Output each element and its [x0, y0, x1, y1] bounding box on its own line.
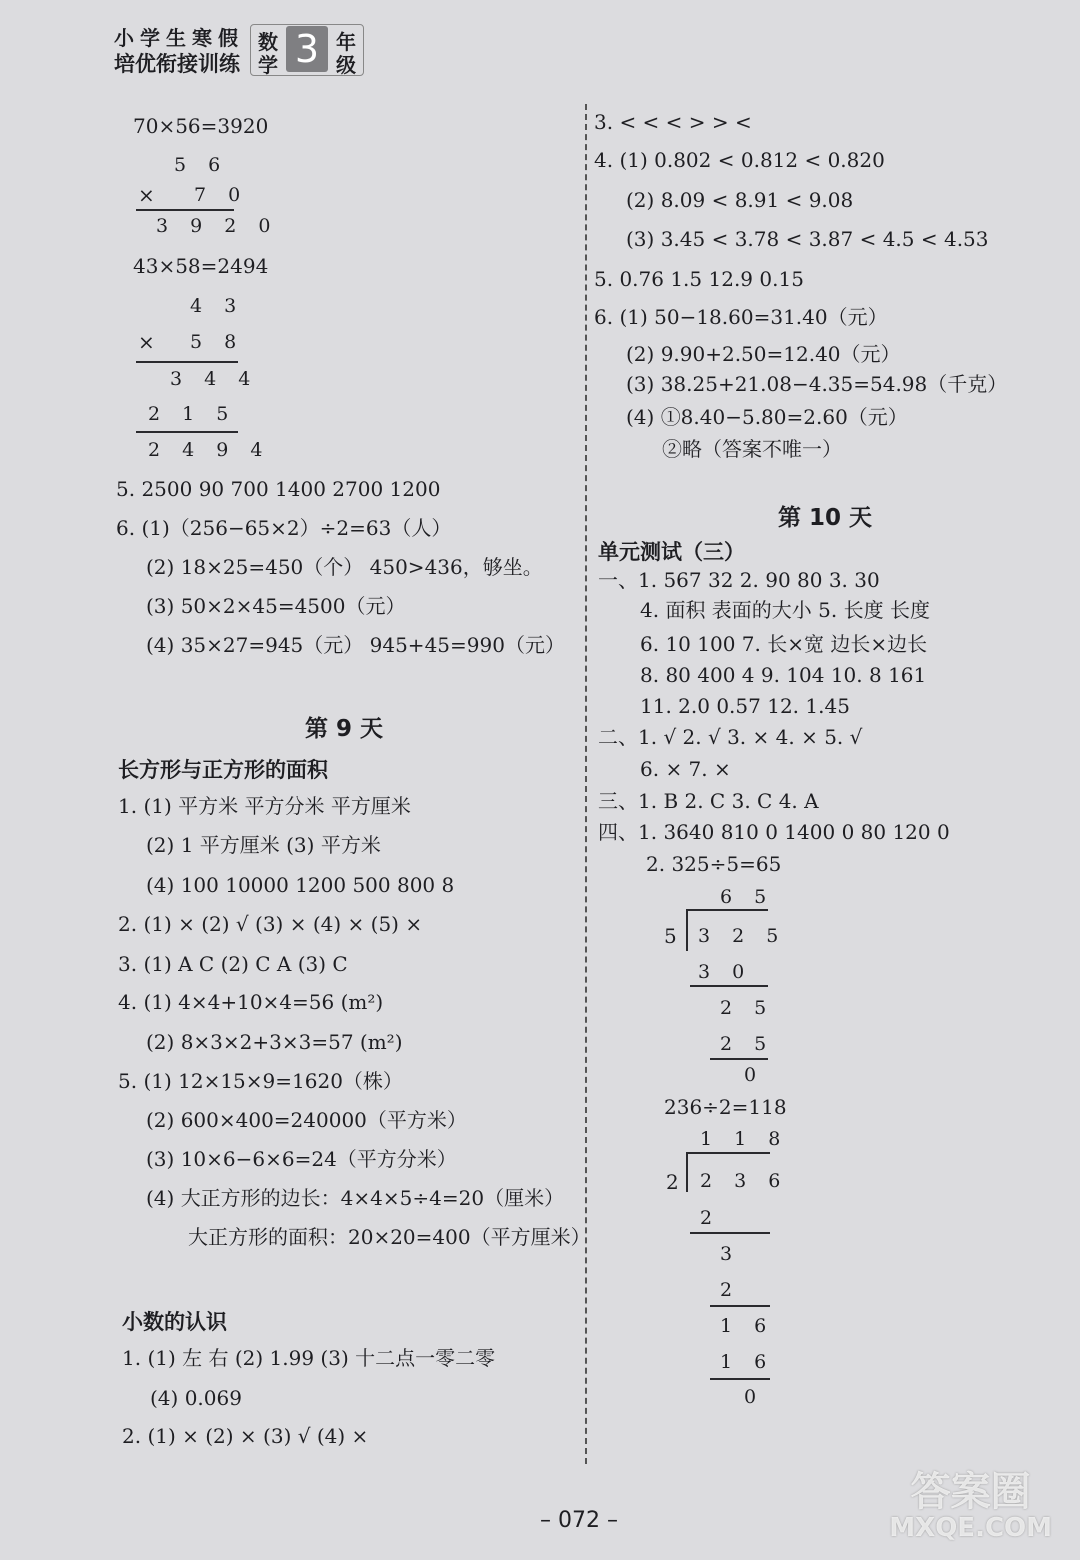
answer-line: 6. × 7. ×	[640, 757, 731, 781]
grade-char1: 年	[336, 30, 356, 54]
answer-line: (4) 大正方形的边长：4×4×5÷4=20（厘米）	[146, 1186, 565, 1210]
times-sign: ×	[138, 183, 155, 207]
answer-line: 6. 10 100 7. 长×宽 边长×边长	[640, 632, 928, 656]
answer-line: 三、1. B 2. C 3. C 4. A	[598, 789, 819, 813]
subject-char2: 学	[258, 53, 278, 77]
answer-line: 2. (1) × (2) √ (3) × (4) × (5) ×	[118, 912, 423, 936]
vertical-multiplicand: 5 6	[174, 154, 229, 176]
answer-line: (2) 9.90+2.50=12.40（元）	[626, 342, 901, 366]
division-bracket	[686, 1152, 688, 1192]
answer-line: (2) 1 平方厘米 (3) 平方米	[146, 833, 381, 857]
division-remainder: 0	[744, 1064, 765, 1086]
division-remainder: 0	[744, 1386, 765, 1408]
answer-line: 11. 2.0 0.57 12. 1.45	[640, 694, 850, 718]
answer-line: 5. 0.76 1.5 12.9 0.15	[594, 267, 804, 291]
answer-line: 4. 面积 表面的大小 5. 长度 长度	[640, 598, 930, 622]
watermark-logo	[889, 1470, 1052, 1542]
division-rule	[710, 1378, 770, 1380]
division-divisor: 5	[664, 924, 677, 948]
header-line2: 培优衔接训练	[114, 52, 240, 76]
column-divider	[585, 104, 587, 1464]
division-step: 2	[720, 1279, 741, 1301]
answer-line: 5. 2500 90 700 1400 2700 1200	[116, 477, 441, 501]
answer-line: (4) 0.069	[150, 1386, 242, 1410]
section-heading: 小数的认识	[122, 1310, 227, 1334]
answer-line: (4) ①8.40−5.80=2.60（元）	[626, 405, 908, 429]
division-step: 2 5	[720, 997, 775, 1019]
division-bar	[688, 909, 768, 911]
answer-line: (3) 10×6−6×6=24（平方分米）	[146, 1147, 457, 1171]
division-quotient: 6 5	[720, 886, 775, 908]
division-step: 1 6	[720, 1351, 775, 1373]
answer-line: 6. (1)（256−65×2）÷2=63（人）	[116, 516, 452, 540]
division-rule	[690, 1232, 770, 1234]
vertical-multiplier: 7 0	[194, 184, 249, 206]
division-step: 2 5	[720, 1033, 775, 1055]
division-quotient: 1 1 8	[700, 1128, 789, 1150]
division-step: 3	[720, 1243, 741, 1265]
page-number: – 072 –	[540, 1508, 618, 1533]
watermark-text-bottom: MXQE.COM	[889, 1513, 1052, 1543]
division-rule	[690, 985, 768, 987]
answer-line: 236÷2=118	[664, 1095, 787, 1119]
answer-line: 2. (1) × (2) × (3) √ (4) ×	[122, 1424, 369, 1448]
vertical-rule	[136, 361, 238, 363]
answer-line: 大正方形的面积：20×20=400（平方厘米）	[188, 1225, 591, 1249]
division-bar	[688, 1152, 770, 1154]
division-rule	[710, 1058, 768, 1060]
answer-line: 3. < < < > > <	[594, 110, 752, 134]
day-heading: 第 10 天	[778, 505, 873, 531]
answer-line: (3) 38.25+21.08−4.35=54.98（千克）	[626, 372, 1008, 396]
vertical-multiplicand: 4 3	[190, 295, 245, 317]
answer-line: 6. (1) 50−18.60=31.40（元）	[594, 305, 888, 329]
answer-line: (2) 600×400=240000（平方米）	[146, 1108, 467, 1132]
answer-line: 5. (1) 12×15×9=1620（株）	[118, 1069, 403, 1093]
header-line1: 小学生寒假	[114, 26, 244, 50]
day-heading: 第 9 天	[305, 716, 384, 742]
answer-line: (4) 100 10000 1200 500 800 8	[146, 873, 455, 897]
vertical-rule	[136, 209, 234, 211]
answer-line: (3) 50×2×45=4500（元）	[146, 594, 406, 618]
vertical-result: 3 9 2 0	[156, 215, 279, 237]
division-dividend: 3 2 5	[698, 925, 787, 947]
answer-line: (3) 3.45 < 3.78 < 3.87 < 4.5 < 4.53	[626, 227, 989, 251]
answer-line: 4. (1) 0.802 < 0.812 < 0.820	[594, 148, 885, 172]
answer-line: 一、1. 567 32 2. 90 80 3. 30	[598, 568, 880, 592]
division-rule	[710, 1305, 770, 1307]
vertical-multiplier: 5 8	[190, 331, 245, 353]
answer-line: ②略（答案不唯一）	[662, 437, 842, 461]
answer-line: 四、1. 3640 810 0 1400 0 80 120 0	[598, 820, 950, 844]
section-heading: 单元测试（三）	[598, 540, 745, 564]
answer-line: 2. 325÷5=65	[646, 852, 782, 876]
partial-product: 2 1 5	[148, 403, 237, 425]
answer-line: 二、1. √ 2. √ 3. × 4. × 5. √	[598, 725, 863, 749]
watermark-text-top: 答案圈	[910, 1469, 1031, 1515]
subject-char1: 数	[258, 30, 278, 54]
division-step: 1 6	[720, 1315, 775, 1337]
grade-number-badge: 3	[286, 26, 328, 72]
division-step: 2	[700, 1207, 721, 1229]
answer-line: (4) 35×27=945（元） 945+45=990（元）	[146, 633, 565, 657]
calc-line: 43×58=2494	[133, 254, 269, 278]
answer-line: 8. 80 400 4 9. 104 10. 8 161	[640, 663, 927, 687]
division-divisor: 2	[666, 1170, 679, 1194]
calc-line: 70×56=3920	[133, 114, 269, 138]
answer-line: (2) 8×3×2+3×3=57 (m²)	[146, 1030, 403, 1054]
answer-line: 1. (1) 左 右 (2) 1.99 (3) 十二点一零二零	[122, 1346, 496, 1370]
section-heading: 长方形与正方形的面积	[118, 758, 328, 782]
division-step: 3 0	[698, 961, 753, 983]
answer-line: (2) 18×25=450（个） 450>436，够坐。	[146, 555, 543, 579]
answer-line: 1. (1) 平方米 平方分米 平方厘米	[118, 794, 411, 818]
answer-line: 4. (1) 4×4+10×4=56 (m²)	[118, 990, 384, 1014]
partial-product: 3 4 4	[170, 368, 259, 390]
division-dividend: 2 3 6	[700, 1170, 789, 1192]
answer-line: (2) 8.09 < 8.91 < 9.08	[626, 188, 854, 212]
times-sign: ×	[138, 330, 155, 354]
grade-char2: 级	[336, 53, 356, 77]
vertical-rule	[136, 431, 238, 433]
answer-line: 3. (1) A C (2) C A (3) C	[118, 952, 348, 976]
vertical-result: 2 4 9 4	[148, 439, 271, 461]
division-bracket	[686, 909, 688, 951]
